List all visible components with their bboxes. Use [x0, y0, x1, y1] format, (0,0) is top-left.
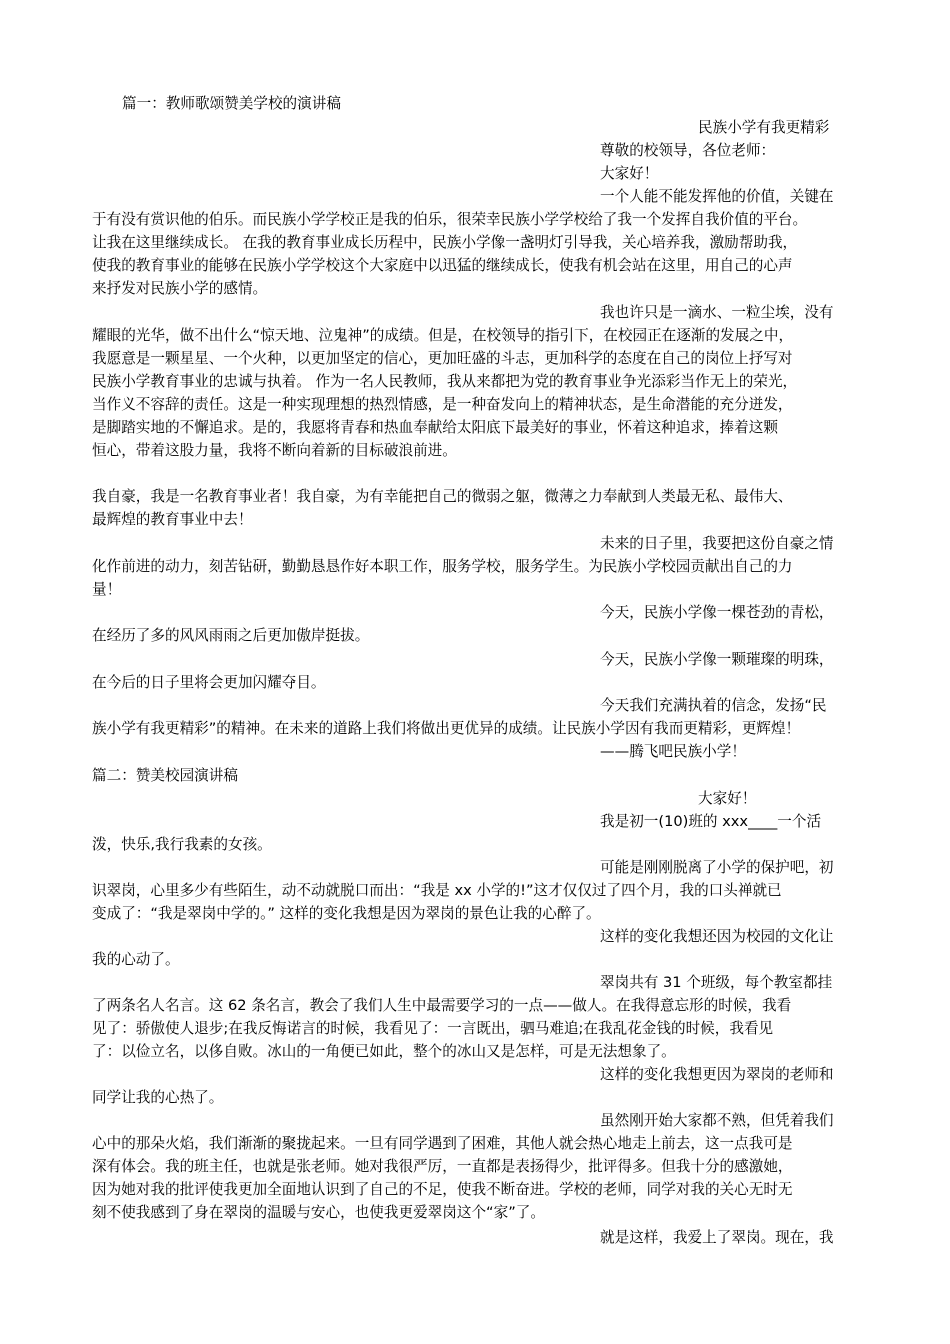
paragraph-line: 刻不使我感到了身在翠岗的温暖与安心，也使我更爱翠岗这个“家”了。	[92, 1204, 545, 1221]
paragraph-line: 化作前进的动力，刻苦钻研，勤勤恳恳作好本职工作，服务学校，服务学生。为民族小学校园贡献出自己的力	[92, 558, 793, 575]
paragraph-line: 变成了：“我是翠岗中学的。” 这样的变化我想是因为翠岗的景色让我的心醉了。	[92, 905, 601, 922]
paragraph-line: 心中的那朵火焰，我们渐渐的聚拢起来。一旦有同学遇到了困难，其他人就会热心地走上前去，这一点我可是	[92, 1135, 793, 1152]
paragraph-line: 因为她对我的批评使我更加全面地认识到了自己的不足，使我不断奋进。学校的老师，同学对我的关心无时无	[92, 1181, 793, 1198]
paragraph-line: 使我的教育事业的能够在民族小学学校这个大家庭中以迅猛的继续成长，使我有机会站在这里，用自己的心声	[92, 257, 793, 274]
paragraph-line: 我也许只是一滴水、一粒尘埃，没有	[600, 304, 834, 321]
paragraph-line: 来抒发对民族小学的感情。	[92, 280, 268, 297]
closing-line: ——腾飞吧民族小学！	[600, 743, 746, 760]
paragraph-line: 恒心，带着这股力量，我将不断向着新的目标破浪前进。	[92, 442, 457, 459]
paragraph-line: 今天我们充满执着的信念，发扬“民	[600, 697, 827, 714]
section2-heading: 篇二：赞美校园演讲稿	[92, 767, 238, 784]
paragraph-line: 我的心动了。	[92, 951, 180, 968]
paragraph-line: 可能是刚刚脱离了小学的保护吧，初	[600, 859, 834, 876]
paragraph-line: 当作义不容辞的责任。这是一种实现理想的热烈情感，是一种奋发向上的精神状态，是生命潜能的充分迸发，	[92, 396, 793, 413]
paragraph-line: 最辉煌的教育事业中去！	[92, 511, 253, 528]
paragraph-line: 了两条名人名言。这 62 条名言，教会了我们人生中最需要学习的一点——做人。在我得意忘形的时候，我看	[92, 997, 792, 1014]
paragraph-line: 泼，快乐,我行我素的女孩。	[92, 836, 272, 853]
section1-heading: 篇一：教师歌颂赞美学校的演讲稿	[122, 95, 341, 112]
paragraph-line: 这样的变化我想还因为校园的文化让	[600, 928, 834, 945]
paragraph-line: 见了：骄傲使人退步;在我反悔诺言的时候，我看见了：一言既出，驷马难追;在我乱花金钱的时候，我看见	[92, 1020, 774, 1037]
paragraph-line: 在经历了多的风风雨雨之后更加傲岸挺拔。	[92, 627, 370, 644]
paragraph-line: 虽然刚开始大家都不熟，但凭着我们	[600, 1112, 834, 1129]
paragraph-line: 于有没有赏识他的伯乐。而民族小学学校正是我的伯乐，很荣幸民族小学学校给了我一个发挥自我价值的平台。	[92, 211, 808, 228]
paragraph-line: 民族小学教育事业的忠诚与执着。 作为一名人民教师，我从来都把为党的教育事业争光添彩当作无上的荣光，	[92, 373, 798, 390]
paragraph-line: 大家好！	[600, 165, 659, 182]
section1-title: 民族小学有我更精彩	[698, 119, 830, 136]
paragraph-line: 了：以俭立名，以侈自败。冰山的一角便已如此，整个的冰山又是怎样，可是无法想象了。	[92, 1043, 676, 1060]
paragraph-line: 耀眼的光华，做不出什么“惊天地、泣鬼神”的成绩。但是，在校领导的指引下，在校园正在逐渐的发展之中，	[92, 327, 794, 344]
paragraph-line: 让我在这里继续成长。 在我的教育事业成长历程中，民族小学像一盏明灯引导我，关心培养我，激励帮助我，	[92, 234, 798, 251]
section2-greeting: 大家好！	[698, 790, 757, 807]
paragraph-line: 深有体会。我的班主任，也就是张老师。她对我很严厉，一直都是表扬得少，批评得多。但我十分的感激她，	[92, 1158, 793, 1175]
paragraph-line: 在今后的日子里将会更加闪耀夺目。	[92, 674, 326, 691]
paragraph-line: 识翠岗，心里多少有些陌生，动不动就脱口而出：“我是 xx 小学的!”这才仅仅过了四个月，我的口头禅就已	[92, 882, 782, 899]
paragraph-line: 翠岗共有 31 个班级，每个教室都挂	[600, 974, 833, 991]
paragraph-line: 今天，民族小学像一颗璀璨的明珠，	[600, 651, 834, 668]
paragraph-line: 尊敬的校领导，各位老师：	[600, 142, 776, 159]
paragraph-line: 是脚踏实地的不懈追求。是的，我愿将青春和热血奉献给太阳底下最美好的事业，怀着这种追求，捧着这颗	[92, 419, 778, 436]
paragraph-line: 今天，民族小学像一棵苍劲的青松，	[600, 604, 834, 621]
paragraph-line: 就是这样，我爱上了翠岗。现在，我	[600, 1229, 834, 1246]
paragraph-line: 我自豪，我是一名教育事业者！我自豪，为有幸能把自己的微弱之躯，微薄之力奉献到人类最无私、最伟大、	[92, 488, 793, 505]
paragraph-line: 未来的日子里，我要把这份自豪之情	[600, 535, 834, 552]
paragraph-line: 一个人能不能发挥他的价值，关键在	[600, 188, 834, 205]
paragraph-line: 族小学有我更精彩”的精神。在未来的道路上我们将做出更优异的成绩。让民族小学因有我而更精彩，更辉煌！	[92, 720, 801, 737]
paragraph-line: 同学让我的心热了。	[92, 1089, 224, 1106]
paragraph-line: 我是初一(10)班的 xxx____一个活	[600, 813, 822, 830]
paragraph-line: 这样的变化我想更因为翠岗的老师和	[600, 1066, 834, 1083]
paragraph-line: 量！	[92, 581, 122, 598]
paragraph-line: 我愿意是一颗星星、一个火种，以更加坚定的信心，更加旺盛的斗志，更加科学的态度在自己的岗位上抒写对	[92, 350, 793, 367]
